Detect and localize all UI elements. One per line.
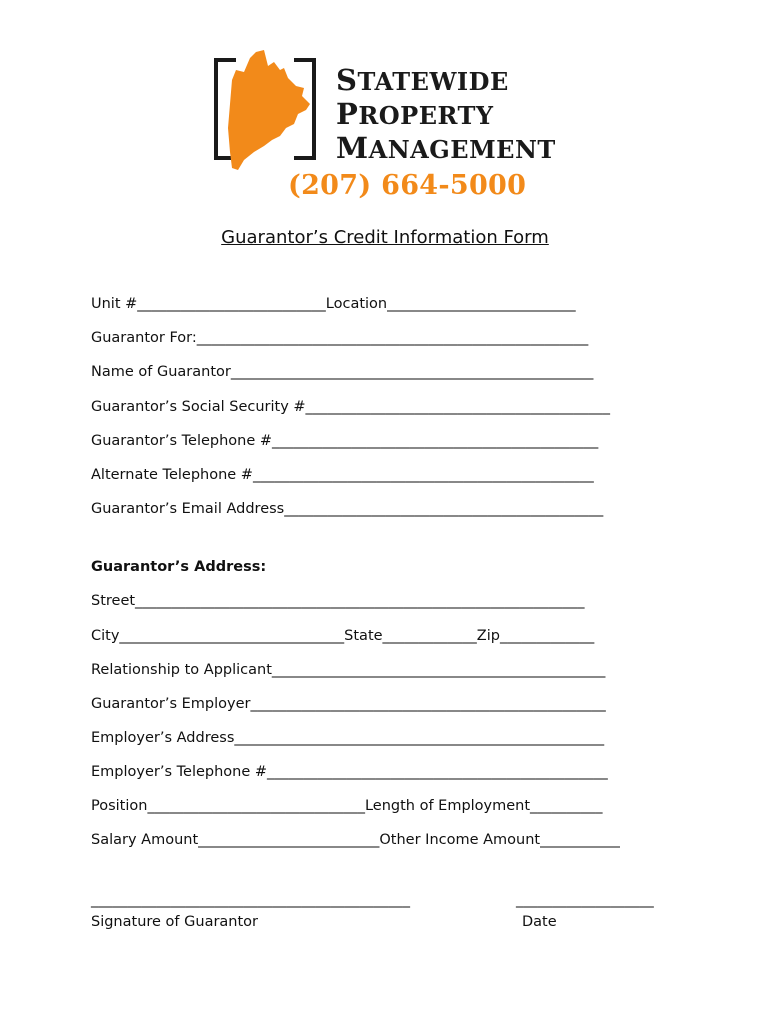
company-line-1-rest: TATEWIDE — [357, 67, 509, 96]
street-field[interactable]: Street______________________________________________________________ — [91, 593, 585, 609]
guarantor-name-field[interactable]: Name of Guarantor__________________________________________________ — [91, 364, 594, 380]
company-line-2: PROPERTY — [336, 97, 494, 131]
company-line-3: MANAGEMENT — [336, 131, 556, 165]
telephone-field[interactable]: Guarantor’s Telephone #_____________________________________________ — [91, 433, 599, 449]
company-line-3-rest: ANAGEMENT — [368, 135, 556, 164]
company-name — [336, 64, 556, 166]
form-title: Guarantor’s Credit Information Form — [221, 227, 549, 248]
salary-income-field[interactable]: Salary Amount_________________________Other Income Amount___________ — [91, 832, 620, 848]
date-line[interactable]: ___________________ — [516, 892, 654, 908]
company-line-2-rest: ROPERTY — [358, 101, 494, 130]
company-phone: (207) 664-5000 — [288, 170, 527, 201]
signature-label: Signature of Guarantor — [91, 914, 259, 930]
email-address-field[interactable]: Guarantor’s Email Address____________________________________________ — [91, 501, 604, 517]
position-length-field[interactable]: Position______________________________Length of Employment__________ — [91, 798, 603, 814]
employer-address-field[interactable]: Employer’s Address___________________________________________________ — [91, 730, 605, 746]
alternate-telephone-field[interactable]: Alternate Telephone #_______________________________________________ — [91, 467, 594, 483]
company-line-1: STATEWIDE — [336, 63, 509, 97]
employer-field[interactable]: Guarantor’s Employer_________________________________________________ — [91, 696, 606, 712]
employer-telephone-field[interactable]: Employer’s Telephone #_______________________________________________ — [91, 764, 608, 780]
city-state-zip-field[interactable]: City_______________________________State_____________Zip_____________ — [91, 628, 595, 644]
social-security-field[interactable]: Guarantor’s Social Security #__________________________________________ — [91, 399, 611, 415]
unit-location-field[interactable]: Unit #__________________________Location__________________________ — [91, 296, 576, 312]
address-section-heading: Guarantor’s Address: — [91, 559, 267, 575]
signature-line[interactable]: ____________________________________________ — [91, 892, 410, 908]
relationship-field[interactable]: Relationship to Applicant______________________________________________ — [91, 662, 606, 678]
guarantor-for-field[interactable]: Guarantor For:______________________________________________________ — [91, 330, 589, 346]
date-label: Date — [522, 914, 557, 930]
